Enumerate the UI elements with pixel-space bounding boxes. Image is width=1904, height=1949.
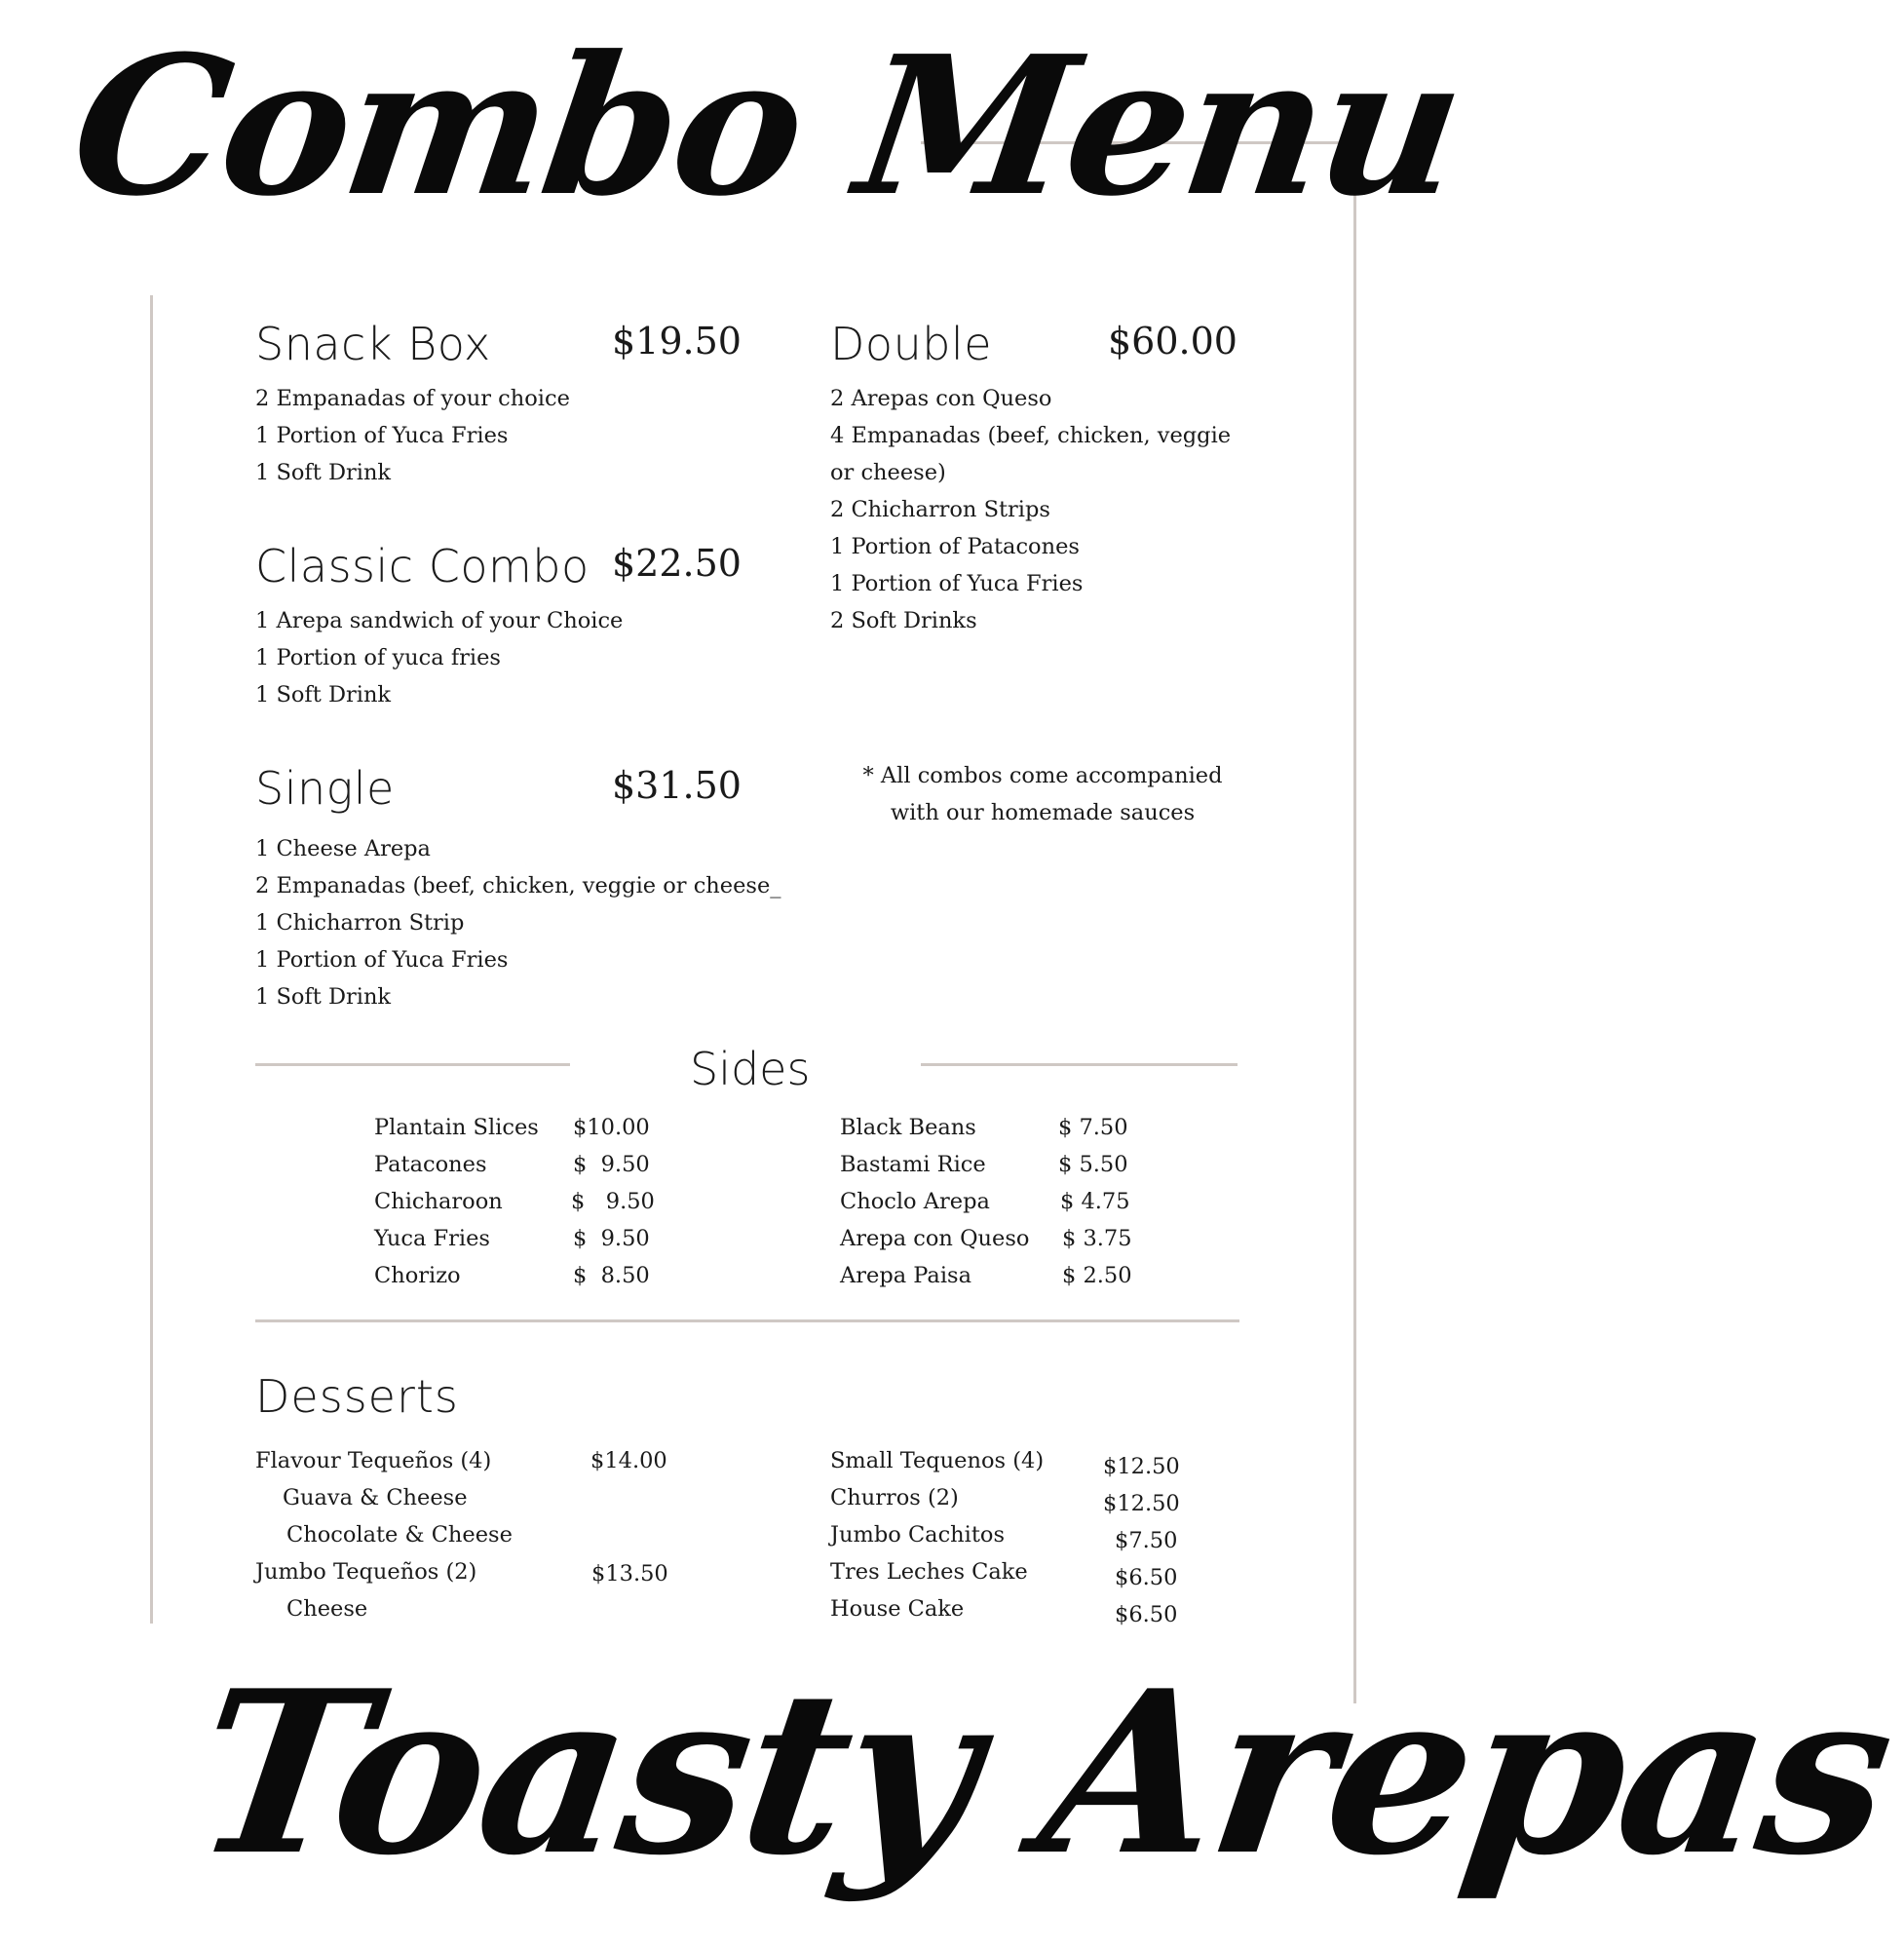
dessert-item-price: $14.00 bbox=[590, 1448, 667, 1473]
list-item: 2 Arepas con Queso bbox=[830, 386, 1052, 411]
dessert-item-name: Jumbo Cachitos bbox=[830, 1522, 1006, 1548]
frame-line-left bbox=[150, 295, 153, 1624]
dessert-item-name: House Cake bbox=[830, 1596, 965, 1622]
side-item-name: Arepa Paisa bbox=[840, 1263, 971, 1288]
side-item-name: Yuca Fries bbox=[374, 1226, 490, 1251]
side-item-price: $ 3.75 bbox=[1062, 1226, 1132, 1251]
side-item-price: $ 9.50 bbox=[573, 1152, 650, 1177]
combo-price-single: $31.50 bbox=[612, 764, 742, 807]
side-item-price: $10.00 bbox=[573, 1115, 650, 1140]
frame-line-right bbox=[1353, 141, 1356, 1703]
list-item: or cheese) bbox=[830, 460, 946, 485]
side-item-price: $ 7.50 bbox=[1058, 1115, 1128, 1140]
combo-name-snack-box: Snack Box bbox=[255, 318, 491, 370]
menu-title: Combo Menu bbox=[59, 15, 1472, 239]
dessert-item-name: Flavour Tequeños (4) bbox=[255, 1448, 492, 1473]
combo-name-double: Double bbox=[830, 318, 992, 370]
list-item: 4 Empanadas (beef, chicken, veggie bbox=[830, 423, 1232, 448]
list-item: 1 Chicharron Strip bbox=[255, 910, 465, 936]
side-item-name: Arepa con Queso bbox=[840, 1226, 1030, 1251]
list-item: 1 Portion of Patacones bbox=[830, 534, 1080, 559]
dessert-item-price: $13.50 bbox=[591, 1561, 668, 1586]
brand-title: Toasty Arepas bbox=[181, 1642, 1904, 1905]
sides-title: Sides bbox=[690, 1043, 811, 1095]
list-item: 1 Cheese Arepa bbox=[255, 836, 431, 861]
dessert-item-price: $6.50 bbox=[1115, 1602, 1178, 1627]
side-item-price: $ 2.50 bbox=[1062, 1263, 1132, 1288]
list-item: 1 Portion of yuca fries bbox=[255, 645, 501, 670]
list-item: 2 Soft Drinks bbox=[830, 608, 977, 633]
combo-items-snack-box bbox=[255, 380, 570, 491]
side-item-name: Plantain Slices bbox=[374, 1115, 539, 1140]
dessert-option: Guava & Cheese bbox=[283, 1485, 468, 1510]
dessert-item-price: $12.50 bbox=[1103, 1491, 1180, 1516]
list-item: 1 Soft Drink bbox=[255, 682, 392, 707]
side-item-price: $ 4.75 bbox=[1060, 1189, 1130, 1214]
dessert-item-price: $12.50 bbox=[1103, 1454, 1180, 1479]
side-item-name: Choclo Arepa bbox=[840, 1189, 990, 1214]
side-item-name: Chicharoon bbox=[374, 1189, 503, 1214]
list-item: 1 Soft Drink bbox=[255, 984, 392, 1010]
side-item-price: $ 8.50 bbox=[573, 1263, 650, 1288]
list-item: 2 Empanadas (beef, chicken, veggie or cheese_ bbox=[255, 873, 781, 898]
list-item: 1 Portion of Yuca Fries bbox=[830, 571, 1084, 596]
combo-note-line1: * All combos come accompanied bbox=[862, 763, 1223, 788]
dessert-option: Cheese bbox=[286, 1596, 368, 1622]
combo-price-snack-box: $19.50 bbox=[612, 320, 742, 363]
side-item-name: Bastami Rice bbox=[840, 1152, 986, 1177]
dessert-item-price: $7.50 bbox=[1115, 1528, 1178, 1553]
list-item: 1 Soft Drink bbox=[255, 460, 392, 485]
combo-items-single bbox=[255, 830, 781, 1015]
dessert-item-name: Tres Leches Cake bbox=[830, 1559, 1028, 1585]
side-item-price: $ 5.50 bbox=[1058, 1152, 1128, 1177]
dessert-item-name: Jumbo Tequeños (2) bbox=[255, 1559, 477, 1585]
side-item-price: $ 9.50 bbox=[573, 1226, 650, 1251]
list-item: 2 Chicharron Strips bbox=[830, 497, 1050, 522]
combo-note bbox=[848, 757, 1238, 831]
side-item-price: $ 9.50 bbox=[571, 1189, 655, 1214]
side-item-name: Chorizo bbox=[374, 1263, 461, 1288]
side-item-name: Black Beans bbox=[840, 1115, 976, 1140]
list-item: 2 Empanadas of your choice bbox=[255, 386, 570, 411]
combo-name-classic: Classic Combo bbox=[255, 540, 590, 592]
sides-rule-bottom bbox=[255, 1319, 1239, 1322]
sides-rule-right bbox=[921, 1063, 1238, 1066]
combo-price-classic: $22.50 bbox=[612, 542, 742, 585]
combo-price-double: $60.00 bbox=[1108, 320, 1238, 363]
dessert-item-price: $6.50 bbox=[1115, 1565, 1178, 1590]
combo-items-double bbox=[830, 380, 1231, 639]
dessert-item-name: Small Tequenos (4) bbox=[830, 1448, 1045, 1473]
combo-items-classic bbox=[255, 602, 623, 713]
list-item: 1 Portion of Yuca Fries bbox=[255, 423, 509, 448]
side-item-name: Patacones bbox=[374, 1152, 487, 1177]
sides-rule-left bbox=[255, 1063, 570, 1066]
list-item: 1 Arepa sandwich of your Choice bbox=[255, 608, 624, 633]
combo-name-single: Single bbox=[255, 762, 395, 815]
desserts-title: Desserts bbox=[255, 1370, 459, 1423]
combo-note-line2: with our homemade sauces bbox=[890, 800, 1196, 825]
dessert-option: Chocolate & Cheese bbox=[286, 1522, 513, 1548]
dessert-item-name: Churros (2) bbox=[830, 1485, 959, 1510]
list-item: 1 Portion of Yuca Fries bbox=[255, 947, 509, 973]
